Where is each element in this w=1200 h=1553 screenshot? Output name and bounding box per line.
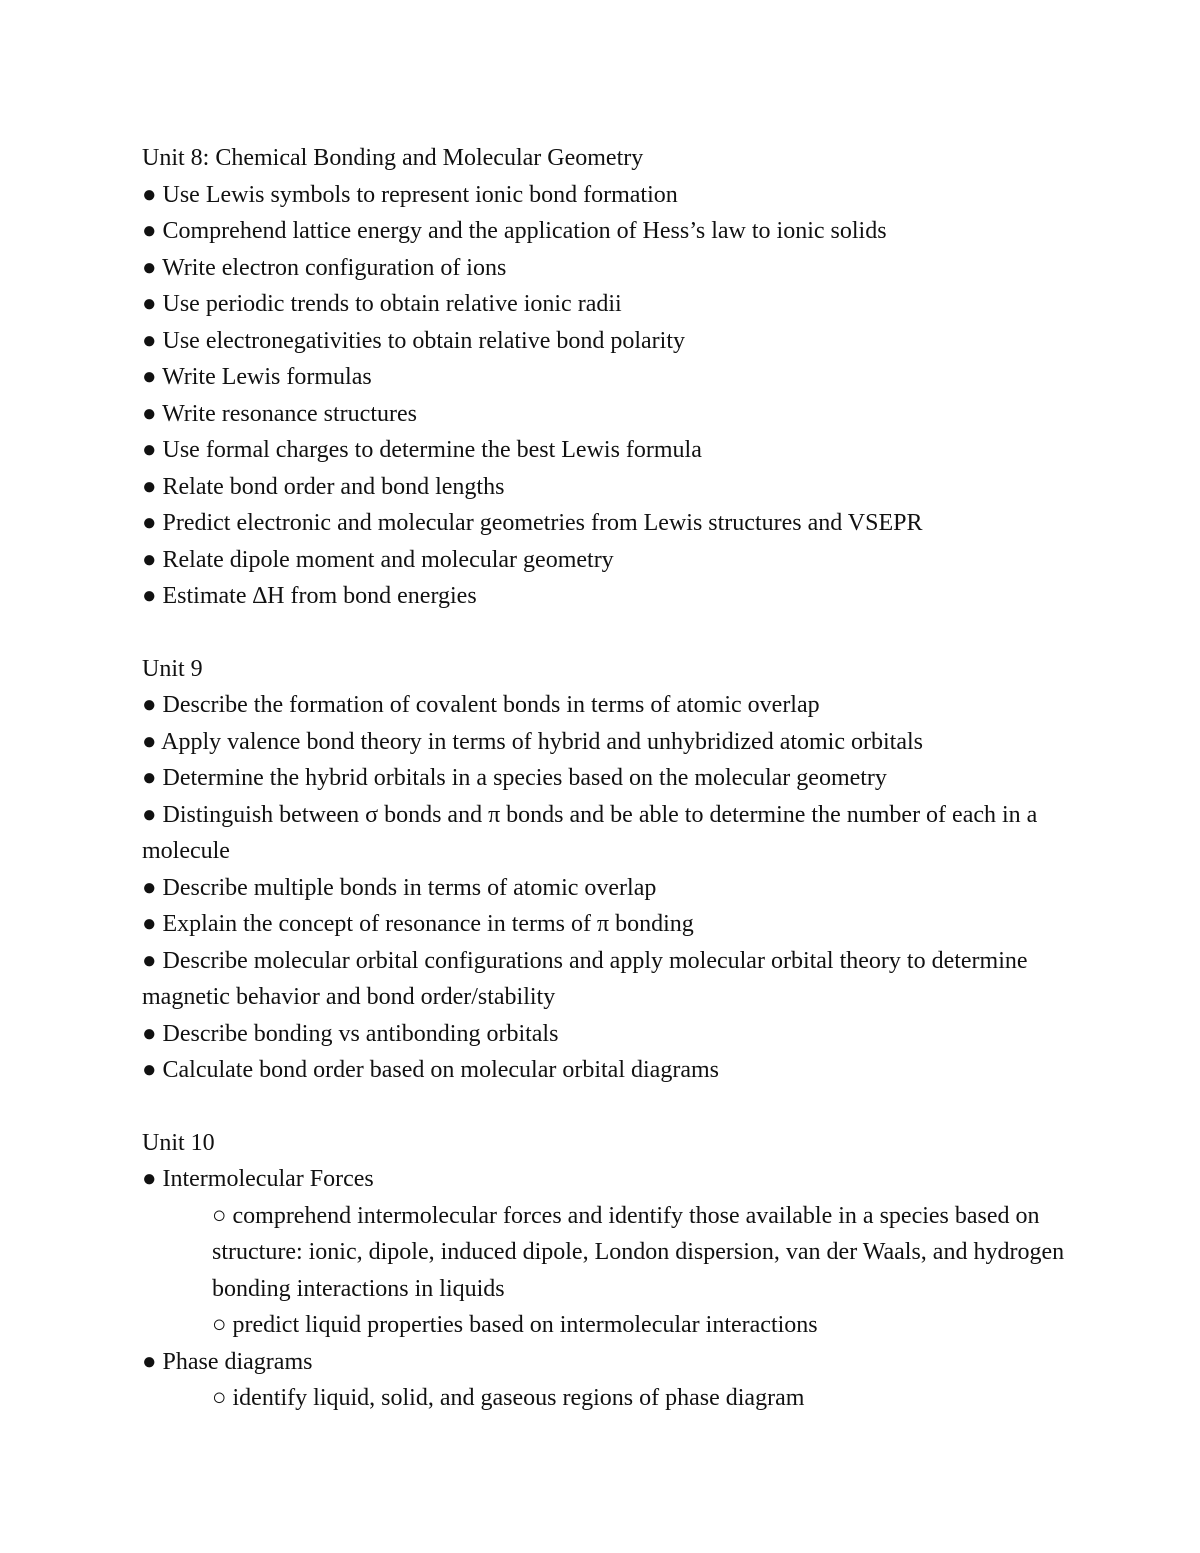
unit-8-item: ● Relate dipole moment and molecular geometry — [142, 546, 614, 573]
phase-diagrams-item: ● Phase diagrams — [142, 1348, 313, 1375]
intermolecular-subitem: ○ comprehend intermolecular forces and identify those available in a species based on structure: ionic, dipole, induced dipole, London dispersion, van der Waals, and hydrogen bonding interactions in liquids — [212, 1202, 1065, 1302]
unit-10-title: Unit 10 — [142, 1129, 215, 1156]
unit-8-title: Unit 8: Chemical Bonding and Molecular Geometry — [142, 145, 644, 171]
unit-9-item: ● Describe bonding vs antibonding orbitals — [142, 1020, 559, 1047]
intermolecular-subitem: ○ predict liquid properties based on intermolecular interactions — [212, 1312, 818, 1338]
unit-8-item: ● Relate bond order and bond lengths — [142, 473, 505, 500]
unit-10-section — [142, 1125, 1072, 1417]
unit-9-section — [142, 651, 1072, 1089]
unit-8-item: ● Use periodic trends to obtain relative ionic radii — [142, 291, 622, 317]
unit-9-item: ● Describe multiple bonds in terms of atomic overlap — [142, 874, 657, 901]
unit-8-item: ● Estimate ∆H from bond energies — [142, 583, 477, 609]
unit-9-item: ● Determine the hybrid orbitals in a species based on the molecular geometry — [142, 765, 887, 791]
unit-8-item: ● Write electron configuration of ions — [142, 254, 507, 281]
unit-9-title: Unit 9 — [142, 655, 203, 682]
intermolecular-forces-item: ● Intermolecular Forces — [142, 1166, 374, 1192]
unit-8-item: ● Use formal charges to determine the best Lewis formula — [142, 437, 702, 463]
unit-8-item: ● Predict electronic and molecular geometries from Lewis structures and VSEPR — [142, 510, 923, 536]
phase-diagrams-subitem: ○ identify liquid, solid, and gaseous regions of phase diagram — [212, 1385, 805, 1411]
unit-9-item: ● Calculate bond order based on molecular orbital diagrams — [142, 1057, 719, 1083]
unit-9-item: ● Explain the concept of resonance in terms of π bonding — [142, 911, 694, 937]
unit-8-item: ● Use Lewis symbols to represent ionic bond formation — [142, 181, 678, 208]
unit-8-item: ● Use electronegativities to obtain relative bond polarity — [142, 327, 685, 354]
unit-9-item: ● Describe the formation of covalent bonds in terms of atomic overlap — [142, 692, 820, 718]
unit-8-item: ● Write Lewis formulas — [142, 364, 372, 390]
unit-9-item: ● Apply valence bond theory in terms of hybrid and unhybridized atomic orbitals — [142, 728, 923, 755]
unit-9-item: ● Distinguish between σ bonds and π bonds and be able to determine the number of each in a molecule — [142, 801, 1038, 864]
document-page — [142, 140, 1072, 1453]
unit-8-section — [142, 140, 1072, 615]
unit-8-item: ● Write resonance structures — [142, 400, 417, 427]
unit-8-item: ● Comprehend lattice energy and the application of Hess’s law to ionic solids — [142, 218, 887, 244]
unit-9-item: ● Describe molecular orbital configurations and apply molecular orbital theory to determine magnetic behavior and bond order/stability — [142, 947, 1028, 1010]
